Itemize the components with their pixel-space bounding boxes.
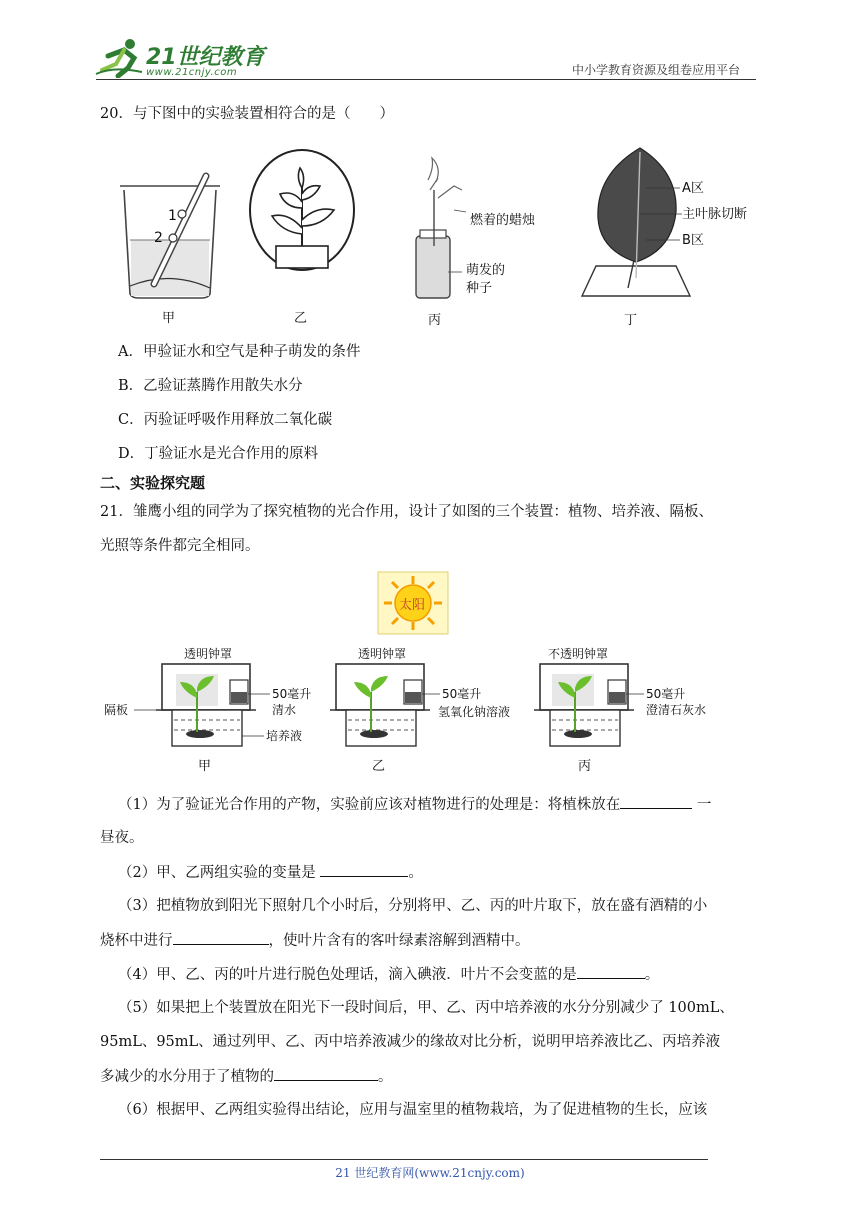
- q21-sub3-blank[interactable]: [173, 930, 269, 945]
- setup-label-jia: 甲: [198, 759, 212, 774]
- q21-sub1-tail: 一: [696, 797, 712, 813]
- ding-label-b: B区: [682, 233, 704, 248]
- q21-stem-line1: 21．雏鹰小组的同学为了探究植物的光合作用，设计了如图的三个装置：植物、培养液、隔板、: [100, 504, 713, 520]
- cup-label-jia-1: 50毫升: [272, 687, 312, 701]
- q20-option-a: A．甲验证水和空气是种子萌发的条件: [118, 344, 361, 360]
- q21-sub3-tail: ，使叶片含有的客叶绿素溶解到酒精中。: [268, 933, 530, 949]
- jar-bing: [416, 158, 536, 328]
- q20-stem: 20．与下图中的实验装置相符合的是（ ）: [100, 106, 394, 122]
- beaker-jia: [120, 176, 220, 326]
- q20-option-d: D．丁验证水是光合作用的原料: [118, 446, 319, 462]
- q21-sub2-tail: 。: [408, 865, 423, 881]
- panel-label-bing: 丙: [428, 313, 442, 328]
- cover-label-yi: 透明钟罩: [358, 647, 407, 661]
- jia-mark-2: 2: [154, 230, 163, 246]
- q21-sub5-tail: 。: [378, 1069, 393, 1085]
- q21-sub1-line1: [118, 794, 711, 815]
- q21-stem-line2: 光照等条件都完全相同。: [100, 538, 260, 554]
- q20-option-b: B．乙验证蒸腾作用散失水分: [118, 378, 303, 394]
- cup-label-yi-2: 氢氧化钠溶液: [438, 705, 511, 719]
- sun-label: 太阳: [399, 598, 426, 613]
- q21-sub5-line1: （5）如果把上个装置放在阳光下一段时间后，甲、乙、丙中培养液的水分分别减少了 100mL、: [118, 1000, 734, 1016]
- header: [0, 0, 860, 82]
- q21-sub4-tail: 。: [644, 967, 660, 983]
- q20-figure: [110, 138, 790, 338]
- q21-sub5-blank[interactable]: [274, 1066, 378, 1081]
- ding-label-a: A区: [682, 181, 704, 196]
- setup-jia: [104, 647, 311, 774]
- cup-label-bing-2: 澄清石灰水: [646, 703, 707, 717]
- section-title: 二、实验探究题: [100, 474, 206, 492]
- panel-label-ding: 丁: [624, 313, 638, 328]
- platform-name: 中小学教育资源及组卷应用平台: [572, 63, 741, 77]
- setup-label-yi: 乙: [372, 759, 386, 774]
- cup-label-jia-2: 清水: [272, 703, 297, 717]
- panel-label-jia: 甲: [162, 311, 176, 326]
- q21-sub4-blank[interactable]: [577, 964, 645, 979]
- q21-sub1-blank[interactable]: [620, 794, 692, 809]
- q21-sub6-line1: （6）根据甲、乙两组实验得出结论，应用与温室里的植物栽培，为了促进植物的生长，应该: [118, 1102, 708, 1118]
- q21-sub2-text: （2）甲、乙两组实验的变量是: [118, 865, 316, 881]
- footer-rule: [100, 1159, 708, 1160]
- cover-label-jia: 透明钟罩: [184, 647, 233, 661]
- bing-label-seed-1: 萌发的: [466, 263, 506, 278]
- logo-runner-icon: [94, 36, 146, 78]
- q21-sub5-line3: [100, 1066, 393, 1087]
- logo-url: www.21cnjy.com: [146, 67, 238, 78]
- q20-option-c: C．丙验证呼吸作用释放二氧化碳: [118, 412, 333, 428]
- sun-icon: [378, 572, 448, 634]
- panel-label-yi: 乙: [294, 311, 308, 326]
- cup-label-yi-1: 50毫升: [442, 687, 482, 701]
- q21-sub3-line1: （3）把植物放到阳光下照射几个小时后，分别将甲、乙、丙的叶片取下，放在盛有酒精的小: [118, 898, 708, 914]
- q21-sub1-text: （1）为了验证光合作用的产物，实验前应该对植物进行的处理是：将植株放在: [118, 797, 621, 813]
- belljar-yi: [250, 150, 354, 326]
- logo-text: 21世纪教育: [146, 45, 265, 70]
- q21-sub2-blank[interactable]: [320, 862, 408, 877]
- q21-sub4: [118, 964, 659, 985]
- culture-label: 培养液: [266, 729, 303, 743]
- setup-yi: [330, 647, 510, 774]
- q21-sub5-line2: 95mL、95mL、通过列甲、乙、丙中培养液减少的缘故对比分析，说明甲培养液比乙、丙培养液: [100, 1034, 721, 1050]
- ding-label-vein: 主叶脉切断: [682, 207, 748, 222]
- header-rule: [96, 79, 756, 80]
- q21-figure: [100, 568, 740, 778]
- jia-mark-1: 1: [168, 208, 177, 224]
- cover-label-bing: 不透明钟罩: [548, 647, 609, 661]
- partition-label: 隔板: [104, 703, 129, 717]
- q21-sub3-line2: [100, 930, 530, 951]
- q21-sub1-line2: 昼夜。: [100, 830, 144, 846]
- bing-label-candle: 燃着的蜡烛: [470, 213, 536, 228]
- q21-sub3-lead: 烧杯中进行: [100, 933, 173, 949]
- bing-label-seed-2: 种子: [466, 281, 493, 296]
- leaf-ding: [582, 148, 747, 328]
- q21-sub5-lead: 多减少的水分用于了植物的: [100, 1069, 274, 1085]
- q21-sub4-text: （4）甲、乙、丙的叶片进行脱色处理话，滴入碘液．叶片不会变蓝的是: [118, 967, 577, 983]
- setup-bing: [534, 647, 706, 774]
- setup-label-bing: 丙: [578, 759, 592, 774]
- footer-text: 21 世纪教育网(www.21cnjy.com): [335, 1166, 525, 1180]
- cup-label-bing-1: 50毫升: [646, 687, 686, 701]
- q21-sub2: [118, 862, 423, 883]
